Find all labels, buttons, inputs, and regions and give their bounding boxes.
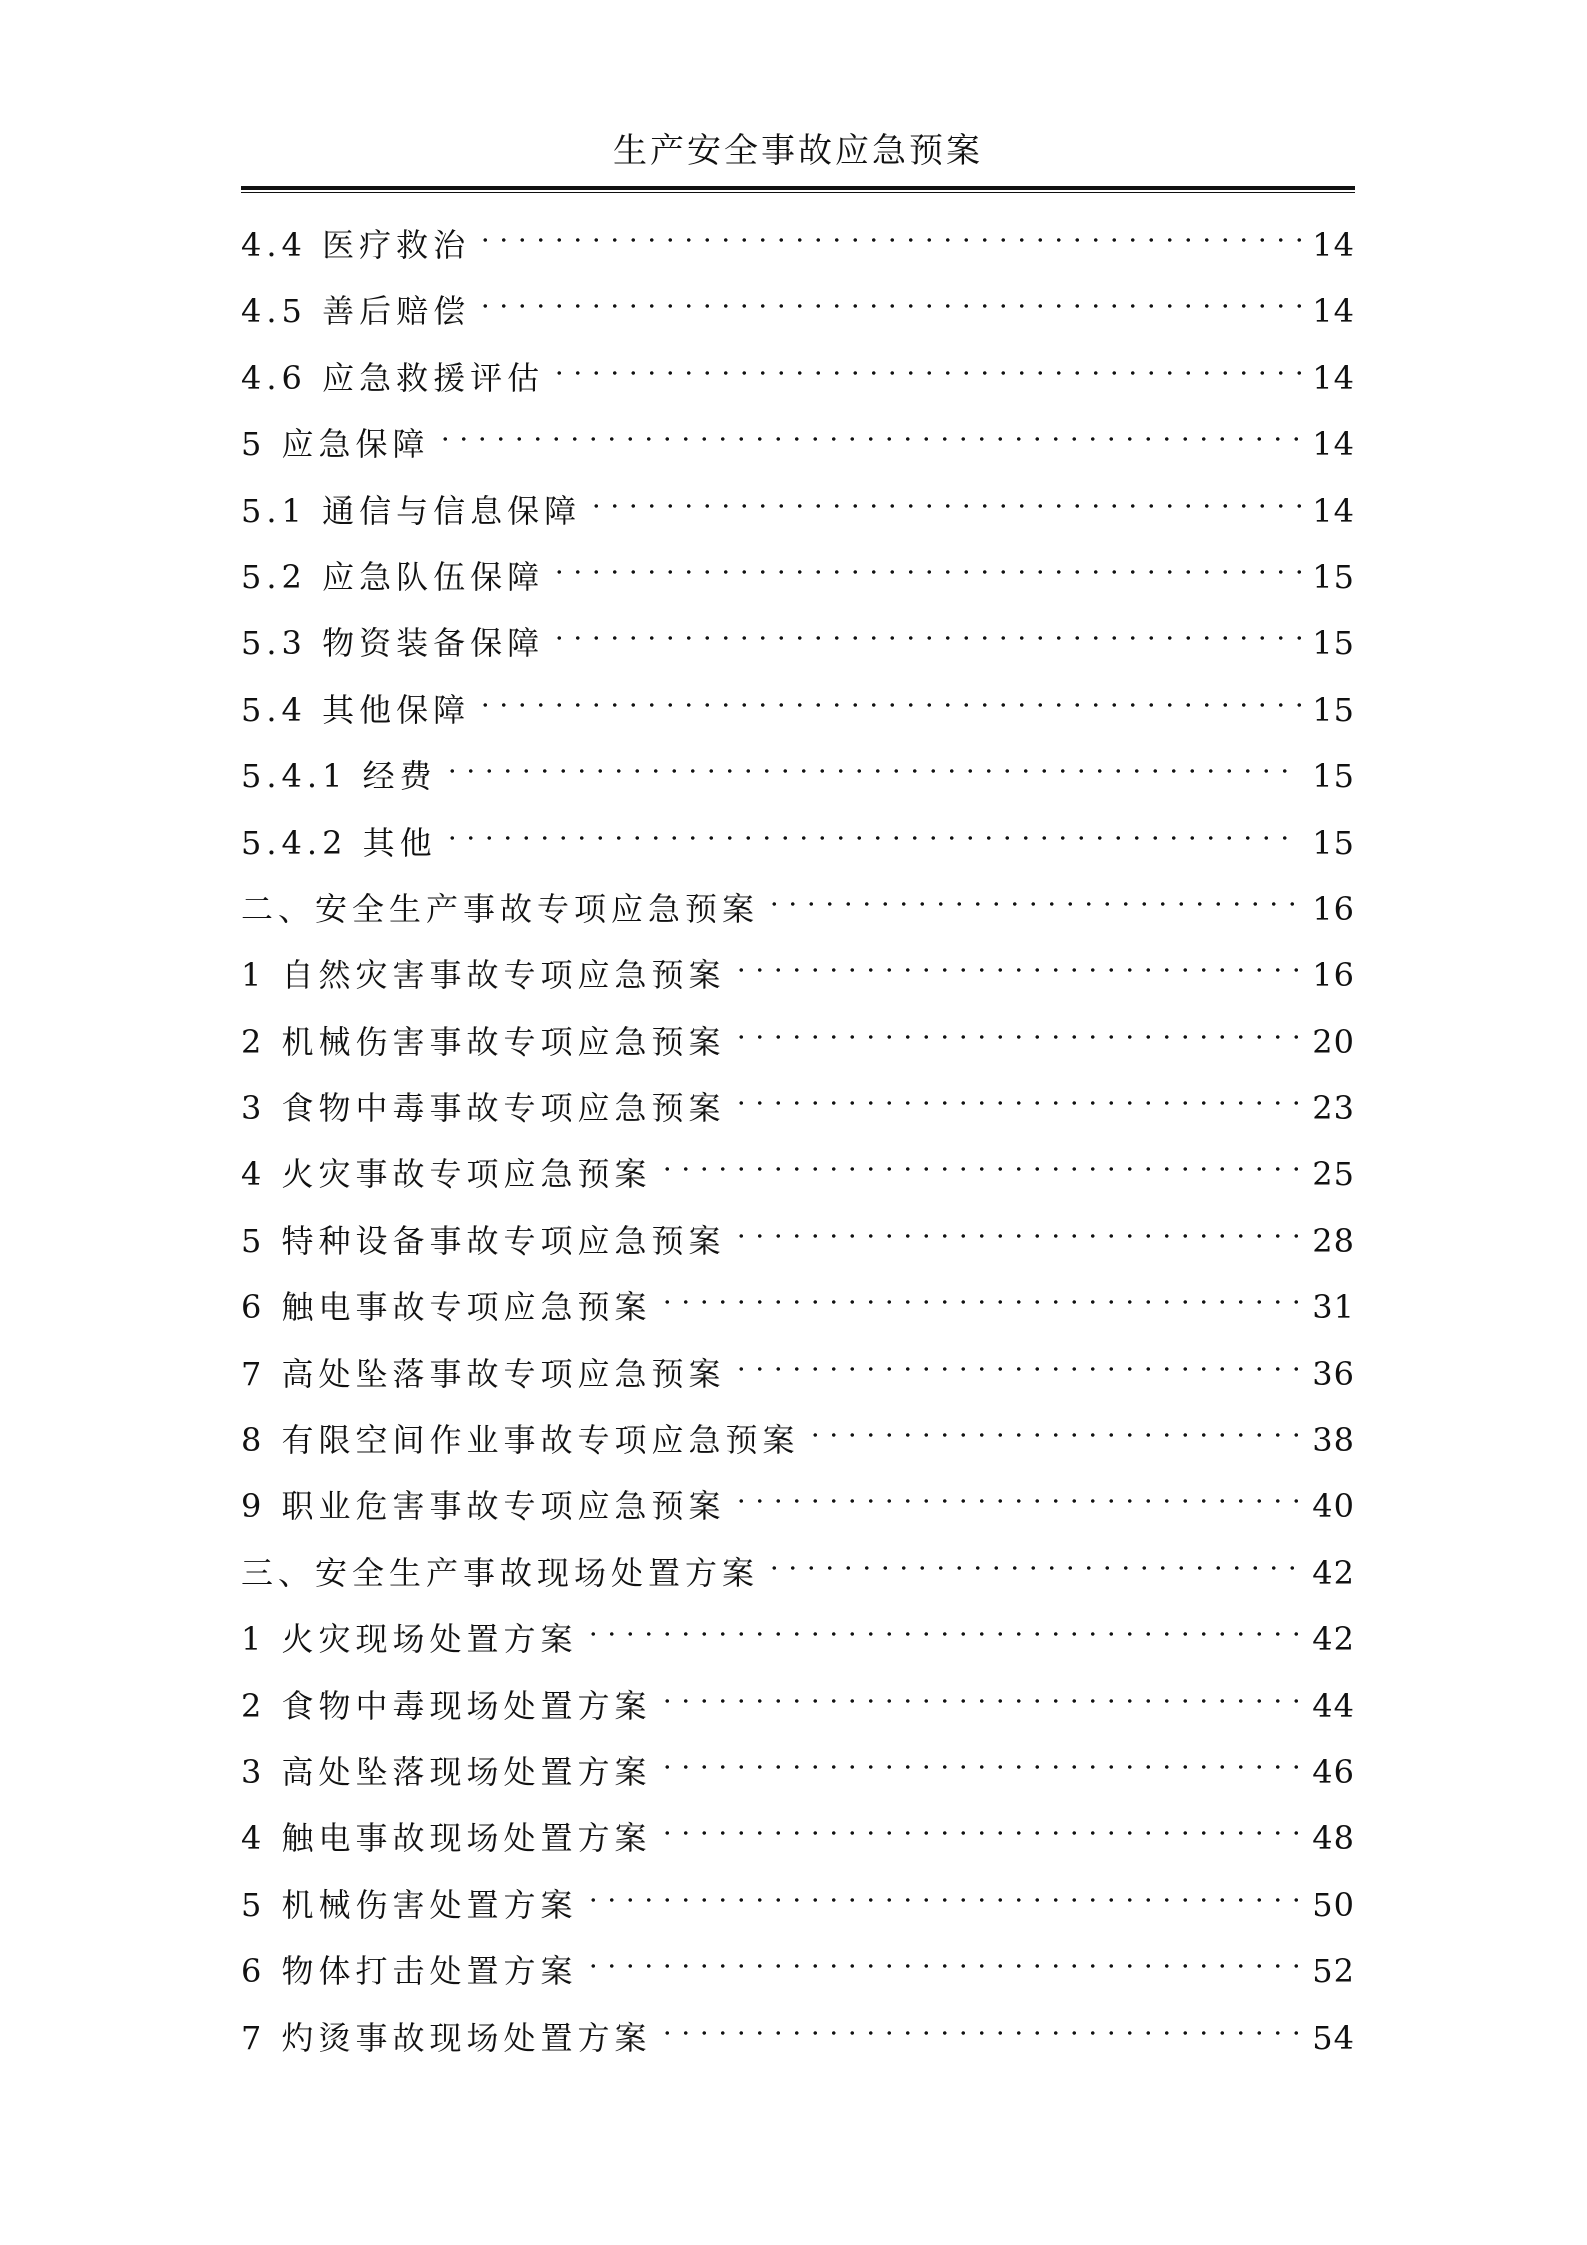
toc-entry-page: 48: [1312, 1819, 1355, 1858]
toc-entry[interactable]: [241, 1795, 1355, 1861]
header-rule-thick: [241, 186, 1355, 190]
toc-entry-title: 4.6 应急救援评估: [241, 358, 545, 397]
toc-dot-leader: [658, 1131, 1301, 1185]
toc-dot-leader: [658, 1663, 1301, 1717]
toc-dot-leader: [443, 800, 1301, 854]
toc-entry-page: 14: [1312, 226, 1355, 264]
toc-entry-page: 14: [1312, 425, 1355, 464]
header-rule: [241, 186, 1355, 194]
toc-entry-page: 54: [1312, 2018, 1355, 2057]
toc-entry-title: 5.4 其他保障: [241, 690, 471, 729]
header-rule-thin: [241, 192, 1355, 193]
toc-dot-leader: [732, 1198, 1301, 1252]
toc-entry-title: 5 应急保障: [241, 425, 430, 464]
toc-entry-page: 14: [1312, 358, 1355, 397]
toc-entry-page: 14: [1312, 292, 1355, 331]
toc-entry-page: 15: [1312, 757, 1355, 796]
toc-entry[interactable]: [241, 1729, 1355, 1795]
toc-entry-title: 5 机械伤害处置方案: [241, 1885, 578, 1924]
toc-dot-leader: [658, 1995, 1301, 2049]
toc-entry-page: 15: [1312, 690, 1355, 729]
toc-entry-page: 23: [1312, 1089, 1355, 1128]
toc-entry[interactable]: [241, 1397, 1355, 1463]
toc-entry-page: 14: [1312, 491, 1355, 530]
toc-entry-page: 42: [1312, 1620, 1355, 1659]
toc-entry-title: 4.4 医疗救治: [241, 226, 471, 264]
toc-entry[interactable]: [241, 932, 1355, 998]
toc-entry-title: 7 灼烫事故现场处置方案: [241, 2018, 652, 2057]
toc-entry-page: 16: [1312, 956, 1355, 995]
toc-entry-page: 40: [1312, 1487, 1355, 1526]
toc-dot-leader: [550, 600, 1301, 654]
toc-entry[interactable]: [241, 1065, 1355, 1131]
toc-dot-leader: [732, 999, 1301, 1053]
toc-entry[interactable]: [241, 999, 1355, 1065]
toc-entry[interactable]: [241, 1463, 1355, 1529]
toc-dot-leader: [476, 202, 1301, 256]
toc-entry[interactable]: [241, 1862, 1355, 1928]
toc-dot-leader: [732, 1331, 1301, 1385]
toc-entry-title: 二、安全生产事故专项应急预案: [241, 889, 760, 928]
toc-dot-leader: [806, 1397, 1301, 1451]
page-header-title: 生产安全事故应急预案: [613, 131, 983, 171]
toc-entry-title: 2 机械伤害事故专项应急预案: [241, 1022, 726, 1061]
toc-dot-leader: [732, 932, 1301, 986]
toc-dot-leader: [476, 667, 1301, 721]
toc-entry-title: 7 高处坠落事故专项应急预案: [241, 1354, 726, 1393]
toc-entry-title: 5.4.2 其他: [241, 823, 437, 862]
toc-entry-page: 25: [1312, 1155, 1355, 1194]
toc-entry[interactable]: [241, 202, 1355, 268]
toc-entry-page: 20: [1312, 1022, 1355, 1061]
toc-entry-title: 6 触电事故专项应急预案: [241, 1288, 652, 1327]
toc-dot-leader: [587, 468, 1301, 522]
toc-entry[interactable]: [241, 534, 1355, 600]
toc-entry-page: 44: [1312, 1686, 1355, 1725]
toc-entry-page: 28: [1312, 1221, 1355, 1260]
toc-entry-page: 52: [1312, 1952, 1355, 1991]
toc-entry-title: 4 触电事故现场处置方案: [241, 1819, 652, 1858]
toc-entry-page: 42: [1312, 1553, 1355, 1592]
toc-entry-page: 15: [1312, 624, 1355, 663]
toc-dot-leader: [584, 1928, 1301, 1982]
toc-entry-title: 5.4.1 经费: [241, 757, 437, 796]
toc-entry-title: 4.5 善后赔偿: [241, 292, 471, 331]
toc-dot-leader: [732, 1065, 1301, 1119]
toc-dot-leader: [476, 268, 1301, 322]
toc-entry-title: 5 特种设备事故专项应急预案: [241, 1221, 726, 1260]
toc-dot-leader: [765, 1530, 1301, 1584]
toc-entry[interactable]: [241, 733, 1355, 799]
toc-entry[interactable]: [241, 401, 1355, 467]
toc-entry[interactable]: [241, 1530, 1355, 1596]
table-of-contents: [241, 202, 1355, 2061]
toc-entry[interactable]: [241, 335, 1355, 401]
toc-entry-title: 3 高处坠落现场处置方案: [241, 1752, 652, 1791]
toc-entry-title: 5.2 应急队伍保障: [241, 557, 545, 596]
toc-entry-title: 3 食物中毒事故专项应急预案: [241, 1089, 726, 1128]
toc-dot-leader: [436, 401, 1301, 455]
toc-dot-leader: [443, 733, 1301, 787]
toc-entry[interactable]: [241, 866, 1355, 932]
toc-entry-page: 50: [1312, 1885, 1355, 1924]
toc-entry-page: 15: [1312, 823, 1355, 862]
toc-dot-leader: [550, 335, 1301, 389]
toc-entry[interactable]: [241, 800, 1355, 866]
toc-entry-title: 1 火灾现场处置方案: [241, 1620, 578, 1659]
toc-entry[interactable]: [241, 600, 1355, 666]
toc-dot-leader: [658, 1729, 1301, 1783]
toc-dot-leader: [658, 1795, 1301, 1849]
toc-dot-leader: [732, 1463, 1301, 1517]
toc-entry-title: 4 火灾事故专项应急预案: [241, 1155, 652, 1194]
toc-entry[interactable]: [241, 468, 1355, 534]
toc-dot-leader: [765, 866, 1301, 920]
toc-entry-title: 5.1 通信与信息保障: [241, 491, 582, 530]
toc-entry[interactable]: [241, 1331, 1355, 1397]
toc-entry-title: 8 有限空间作业事故专项应急预案: [241, 1421, 800, 1460]
toc-dot-leader: [584, 1596, 1301, 1650]
toc-entry[interactable]: [241, 1928, 1355, 1994]
toc-entry[interactable]: [241, 1596, 1355, 1662]
toc-entry-page: 15: [1312, 557, 1355, 596]
toc-entry[interactable]: [241, 268, 1355, 334]
toc-entry-title: 1 自然灾害事故专项应急预案: [241, 956, 726, 995]
toc-entry-title: 9 职业危害事故专项应急预案: [241, 1487, 726, 1526]
toc-entry[interactable]: [241, 1264, 1355, 1330]
toc-entry-title: 5.3 物资装备保障: [241, 624, 545, 663]
toc-entry[interactable]: [241, 1198, 1355, 1264]
toc-dot-leader: [658, 1264, 1301, 1318]
toc-entry-title: 6 物体打击处置方案: [241, 1952, 578, 1991]
toc-entry[interactable]: [241, 1663, 1355, 1729]
toc-entry-title: 2 食物中毒现场处置方案: [241, 1686, 652, 1725]
toc-dot-leader: [584, 1862, 1301, 1916]
toc-entry-title: 三、安全生产事故现场处置方案: [241, 1553, 760, 1592]
toc-entry-page: 16: [1312, 889, 1355, 928]
toc-entry-page: 31: [1312, 1288, 1355, 1327]
toc-entry[interactable]: [241, 667, 1355, 733]
toc-entry[interactable]: [241, 1995, 1355, 2061]
toc-entry-page: 36: [1312, 1354, 1355, 1393]
toc-entry[interactable]: [241, 1131, 1355, 1197]
toc-entry-page: 38: [1312, 1421, 1355, 1460]
toc-dot-leader: [550, 534, 1301, 588]
toc-entry-page: 46: [1312, 1752, 1355, 1791]
